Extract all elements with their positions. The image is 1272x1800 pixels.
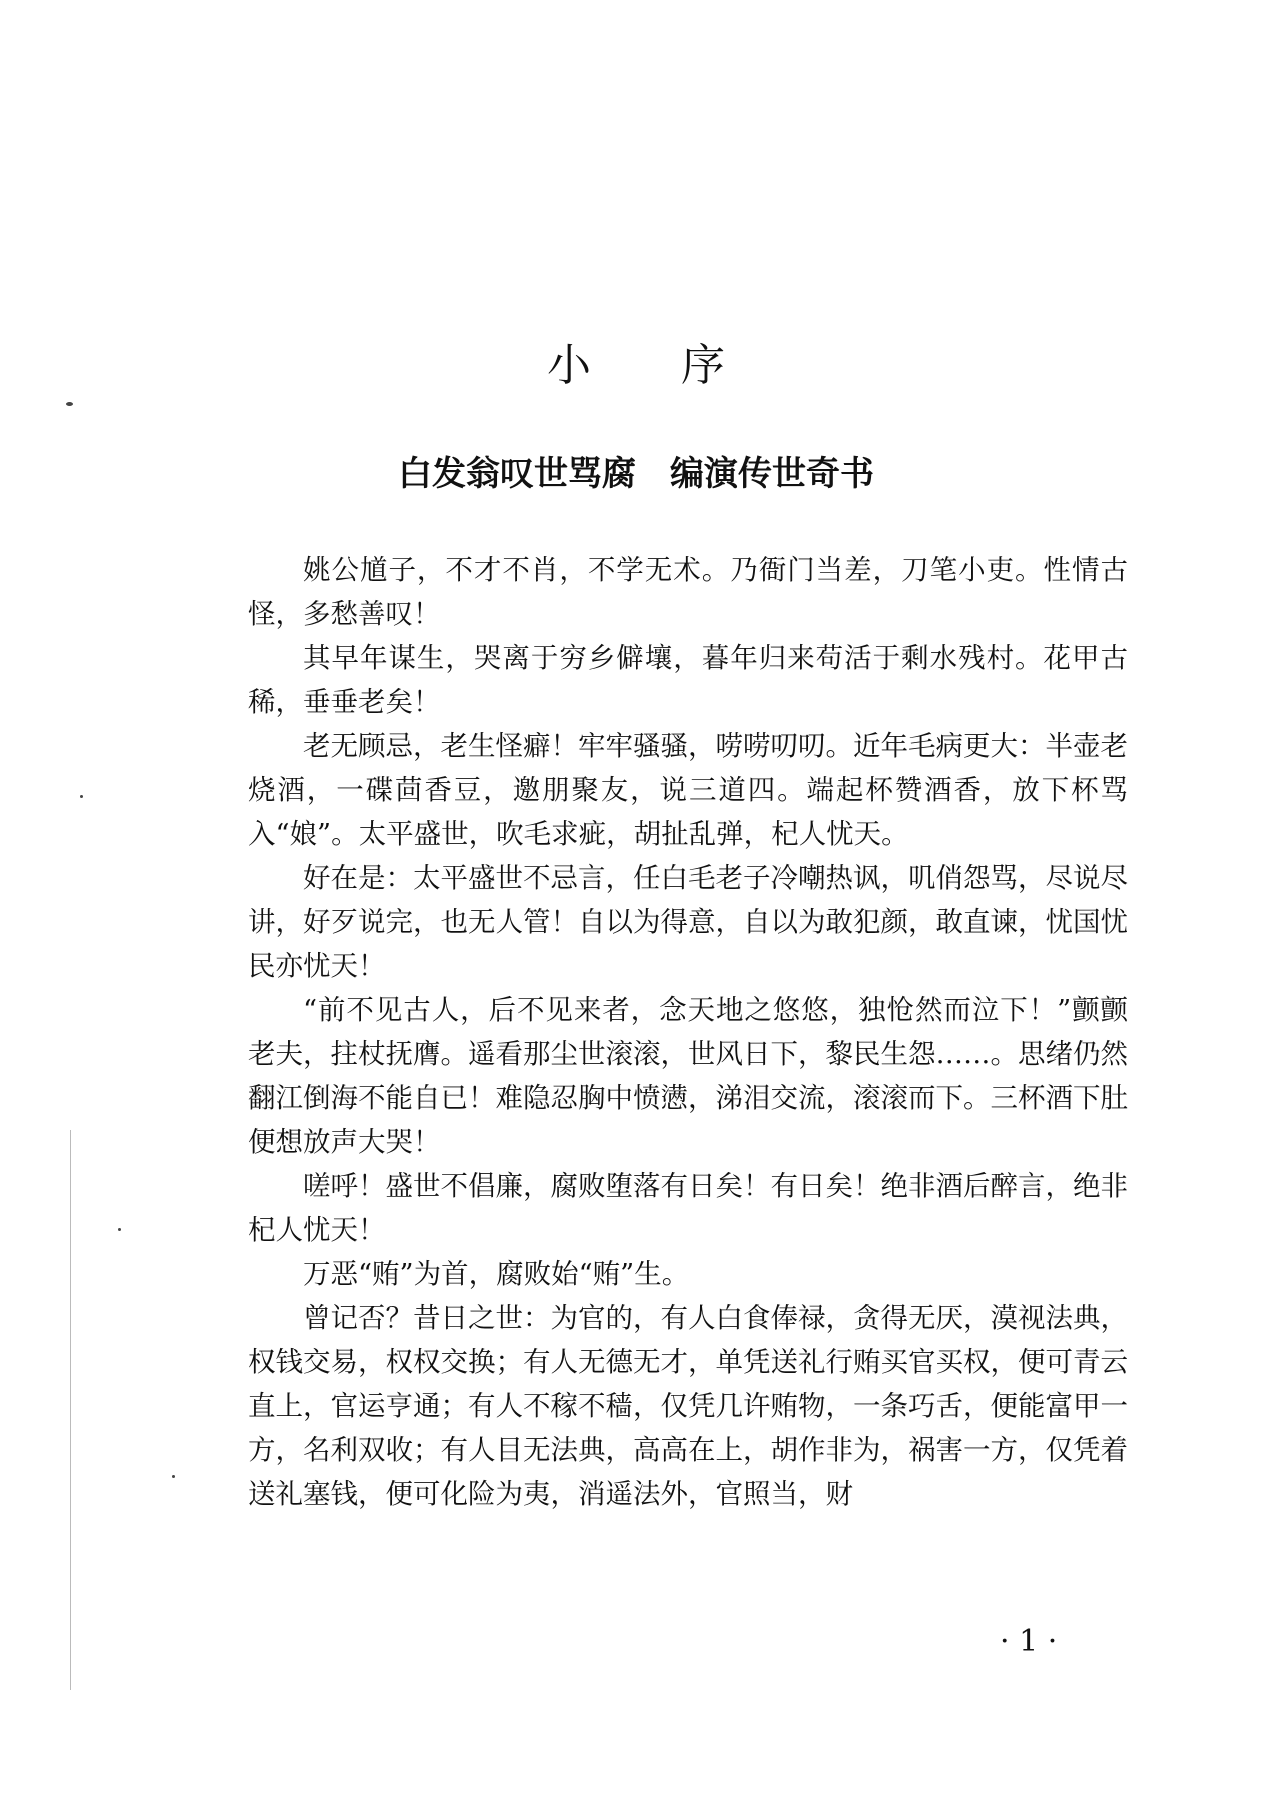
- scan-speck: [172, 1475, 175, 1478]
- scan-speck: [80, 795, 83, 798]
- paragraph: 好在是：太平盛世不忌言，任白毛老子冷嘲热讽，叽俏怨骂，尽说尽讲，好歹说完，也无人管！自以为得意，自以为敢犯颜，敢直谏，忧国忧民亦忧天！: [248, 862, 1128, 982]
- paragraph: 老无顾忌，老生怪癖！牢牢骚骚，唠唠叨叨。近年毛病更大：半壶老烧酒，一碟茴香豆，邀朋聚友，说三道四。端起杯赞酒香，放下杯骂入“娘”。太平盛世，吹毛求疵，胡扯乱弹，杞人忧天。: [248, 730, 1128, 850]
- paragraph: 嗟呼！盛世不倡廉，腐败堕落有日矣！有日矣！绝非酒后醉言，绝非杞人忧天！: [248, 1170, 1128, 1246]
- page-title: 小 序: [547, 340, 763, 391]
- scan-edge-line: [70, 1130, 71, 1690]
- page-subtitle: 白发翁叹世骂腐 编演传世奇书: [398, 454, 874, 494]
- paragraph: 万恶“贿”为首，腐败始“贿”生。: [303, 1258, 690, 1290]
- paragraph: 其早年谋生，哭离于穷乡僻壤，暮年归来苟活于剩水残村。花甲古稀，垂垂老矣！: [248, 642, 1128, 718]
- paragraph: “前不见古人，后不见来者，念天地之悠悠，独怆然而泣下！”颤颤老夫，拄杖抚膺。遥看那尘世滚滚，世风日下，黎民生怨……。思绪仍然翻江倒海不能自已！难隐忍胸中愤懑，涕泪交流，滚滚而下。三杯酒下肚便想放声大哭！: [248, 994, 1128, 1158]
- paragraph: 姚公馗子，不才不肖，不学无术。乃衙门当差，刀笔小吏。性情古怪，多愁善叹！: [248, 554, 1128, 630]
- scan-speck: [118, 1228, 121, 1231]
- scan-speck: [66, 402, 73, 406]
- body-text: [248, 548, 1128, 1516]
- paragraph: 曾记否？昔日之世：为官的，有人白食俸禄，贪得无厌，漠视法典，权钱交易，权权交换；有人无德无才，单凭送礼行贿买官买权，便可青云直上，官运亨通；有人不稼不穑，仅凭几许贿物，一条巧舌，便能富甲一方，名利双收；有人目无法典，高高在上，胡作非为，祸害一方，仅凭着送礼塞钱，便可化险为夷，消遥法外，官照当，财: [248, 1302, 1128, 1510]
- page-number: · 1 ·: [1000, 1624, 1058, 1659]
